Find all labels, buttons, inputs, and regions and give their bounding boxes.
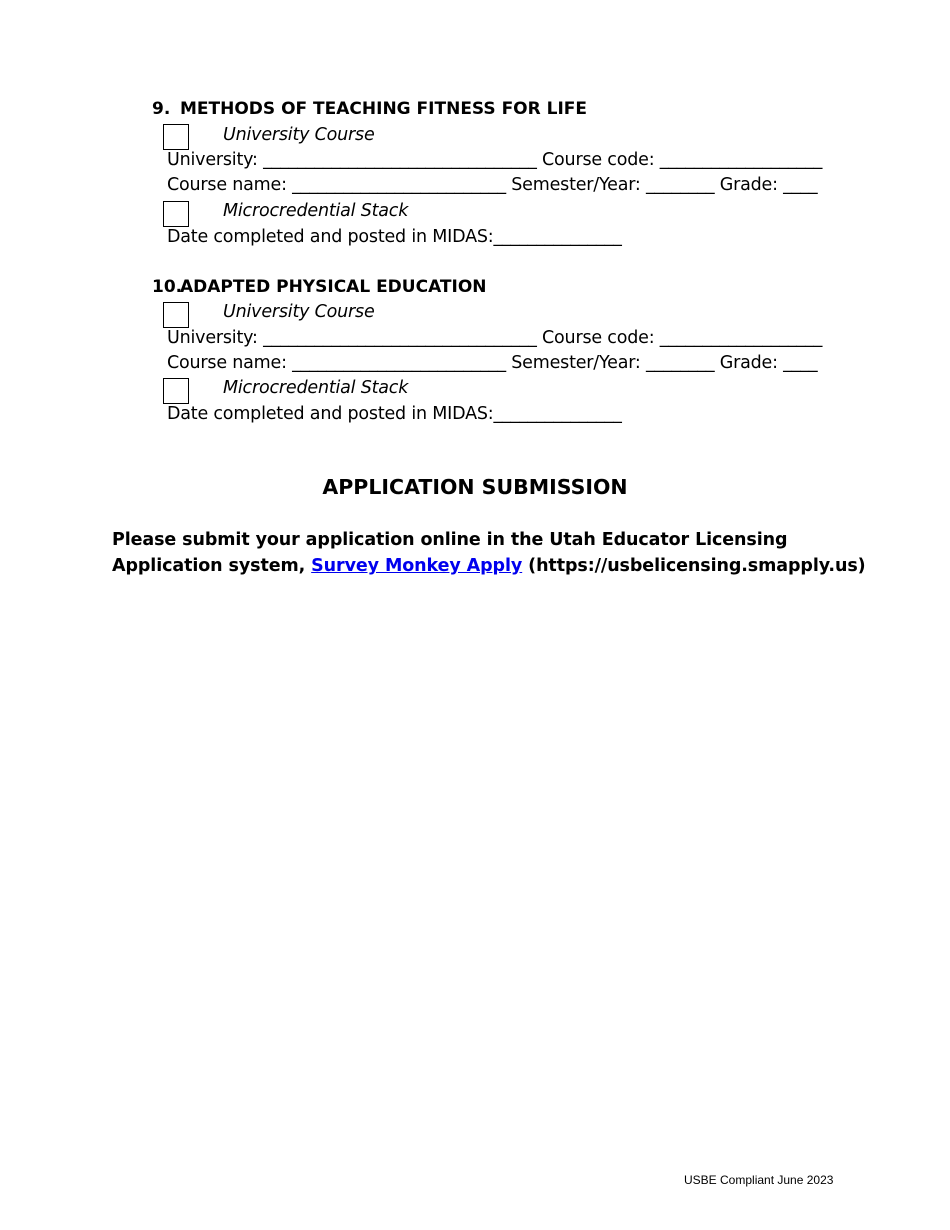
section-10-date-line: Date completed and posted in MIDAS:_______________ xyxy=(167,404,622,424)
submission-text-line2 xyxy=(112,556,866,576)
section-10-university-checkbox[interactable] xyxy=(163,302,189,328)
section-10-microcredential-option: Microcredential Stack xyxy=(223,378,409,398)
footer-compliance-note: USBE Compliant June 2023 xyxy=(684,1173,834,1187)
section-9-course-name-line: Course name: _________________________ Semester/Year: ________ Grade: ____ xyxy=(167,175,818,195)
section-9-number: 9. xyxy=(152,99,171,119)
section-10-university-option: University Course xyxy=(223,302,375,322)
section-9-microcredential-option: Microcredential Stack xyxy=(223,201,409,221)
section-9-microcredential-checkbox[interactable] xyxy=(163,201,189,227)
section-10-university-line: University: ________________________________ Course code: ___________________ xyxy=(167,328,823,348)
section-9-university-option: University Course xyxy=(223,125,375,145)
submission-text-prefix: Application system, xyxy=(112,556,312,576)
section-9-university-checkbox[interactable] xyxy=(163,124,189,150)
section-10-microcredential-checkbox[interactable] xyxy=(163,378,189,404)
section-9-title: METHODS OF TEACHING FITNESS FOR LIFE xyxy=(180,99,588,119)
section-9-university-line: University: ________________________________ Course code: ___________________ xyxy=(167,150,823,170)
submission-text-suffix: (https://usbelicensing.smapply.us) xyxy=(522,556,866,576)
section-10-title: ADAPTED PHYSICAL EDUCATION xyxy=(180,277,487,297)
section-9-date-line: Date completed and posted in MIDAS:_______________ xyxy=(167,227,622,247)
survey-monkey-apply-link[interactable]: Survey Monkey Apply xyxy=(311,556,523,576)
submission-text-line1: Please submit your application online in the Utah Educator Licensing xyxy=(112,530,788,550)
section-10-course-name-line: Course name: _________________________ Semester/Year: ________ Grade: ____ xyxy=(167,353,818,373)
application-submission-heading: APPLICATION SUBMISSION xyxy=(322,475,628,499)
section-10-number: 10. xyxy=(152,277,183,297)
